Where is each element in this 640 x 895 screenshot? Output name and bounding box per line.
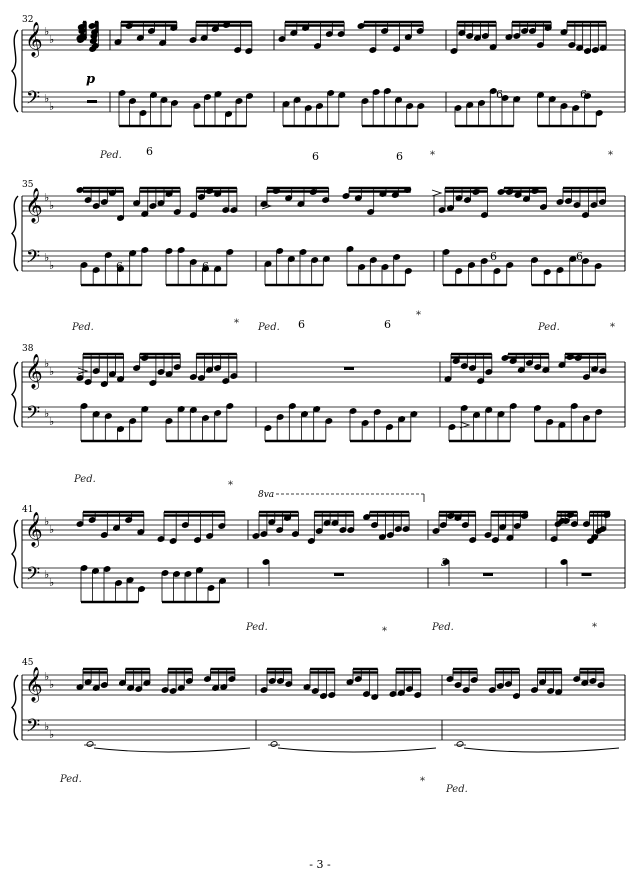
- key-signature-flat: ♭: [49, 576, 55, 589]
- measure-number: 35: [22, 180, 34, 190]
- measure-number: 41: [22, 505, 34, 515]
- grand-staff-brace: [12, 520, 18, 588]
- treble-clef: 𝄞: [25, 22, 43, 57]
- key-signature-flat: ♭: [44, 720, 50, 733]
- key-signature-flat: ♭: [49, 415, 55, 428]
- key-signature-flat: ♭: [49, 678, 55, 691]
- tuplet-number: 6: [396, 150, 403, 163]
- pedal-mark: Ped.: [60, 774, 82, 785]
- treble-clef: 𝄞: [25, 512, 43, 547]
- page-number: - 3 -: [309, 858, 331, 871]
- tuplet-number: 6: [116, 260, 123, 273]
- pedal-release-mark: *: [382, 626, 387, 637]
- whole-rest: [582, 573, 592, 576]
- pedal-release-mark: *: [430, 150, 435, 161]
- pedal-mark: Ped.: [74, 474, 96, 485]
- accent-mark: [432, 190, 441, 196]
- key-signature-flat: ♭: [49, 523, 55, 536]
- tie: [464, 748, 619, 752]
- treble-clef: 𝄞: [25, 188, 43, 223]
- key-signature-flat: ♭: [44, 25, 50, 38]
- whole-rest: [483, 573, 493, 576]
- treble-clef: 𝄞: [25, 354, 43, 389]
- key-signature-flat: ♭: [44, 191, 50, 204]
- whole-note: [456, 741, 464, 748]
- tuplet-number: 6: [298, 318, 305, 331]
- pedal-release-mark: *: [610, 322, 615, 333]
- pedal-mark: Ped.: [258, 322, 280, 333]
- pedal-mark: Ped.: [432, 622, 454, 633]
- measure-number: 32: [22, 15, 34, 25]
- pedal-mark: Ped.: [72, 322, 94, 333]
- octave-mark: 8va: [258, 490, 275, 500]
- dynamic-mark: p: [86, 72, 96, 87]
- grand-staff-brace: [12, 675, 18, 740]
- key-signature-flat: ♭: [44, 670, 50, 683]
- key-signature-flat: ♭: [44, 515, 50, 528]
- grand-staff-brace: [12, 196, 18, 271]
- key-signature-flat: ♭: [49, 199, 55, 212]
- key-signature-flat: ♭: [49, 728, 55, 741]
- key-signature-flat: ♭: [44, 407, 50, 420]
- key-signature-flat: ♭: [44, 92, 50, 105]
- key-signature-flat: ♭: [44, 251, 50, 264]
- bass-clef: 𝄢: [26, 564, 41, 589]
- tuplet-number: 3: [441, 556, 448, 569]
- tuplet-number: 6: [496, 88, 503, 101]
- key-signature-flat: ♭: [49, 100, 55, 113]
- grand-staff-brace: [12, 30, 18, 112]
- tuplet-number: 6: [580, 88, 587, 101]
- key-signature-flat: ♭: [49, 33, 55, 46]
- measure-number: 45: [22, 658, 34, 668]
- whole-note: [270, 741, 278, 748]
- bass-clef: 𝄢: [26, 403, 41, 428]
- tuplet-number: 6: [146, 145, 153, 158]
- tuplet-number: 6: [490, 250, 497, 263]
- pedal-release-mark: *: [234, 318, 239, 329]
- tie: [94, 748, 250, 752]
- half-rest: [87, 100, 97, 103]
- grand-staff-brace: [12, 362, 18, 427]
- treble-clef: 𝄞: [25, 667, 43, 702]
- tuplet-number: 6: [202, 260, 209, 273]
- bass-clef: 𝄢: [26, 247, 41, 272]
- accent-mark: [78, 368, 87, 374]
- pedal-release-mark: *: [420, 776, 425, 787]
- pedal-mark: Ped.: [446, 784, 468, 795]
- bass-clef: 𝄢: [26, 716, 41, 741]
- tuplet-number: 6: [384, 318, 391, 331]
- key-signature-flat: ♭: [49, 365, 55, 378]
- pedal-mark: Ped.: [538, 322, 560, 333]
- tie: [278, 748, 436, 752]
- whole-rest: [344, 367, 354, 370]
- key-signature-flat: ♭: [44, 357, 50, 370]
- whole-rest: [334, 573, 344, 576]
- tuplet-number: 6: [312, 150, 319, 163]
- bass-clef: 𝄢: [26, 88, 41, 113]
- pedal-mark: Ped.: [100, 150, 122, 161]
- pedal-release-mark: *: [608, 150, 613, 161]
- pedal-release-mark: *: [592, 622, 597, 633]
- key-signature-flat: ♭: [49, 259, 55, 272]
- pedal-mark: Ped.: [246, 622, 268, 633]
- pedal-release-mark: *: [228, 480, 233, 491]
- pedal-release-mark: *: [416, 310, 421, 321]
- measure-number: 38: [22, 344, 34, 354]
- whole-note: [86, 741, 94, 748]
- tuplet-number: 6: [576, 250, 583, 263]
- key-signature-flat: ♭: [44, 568, 50, 581]
